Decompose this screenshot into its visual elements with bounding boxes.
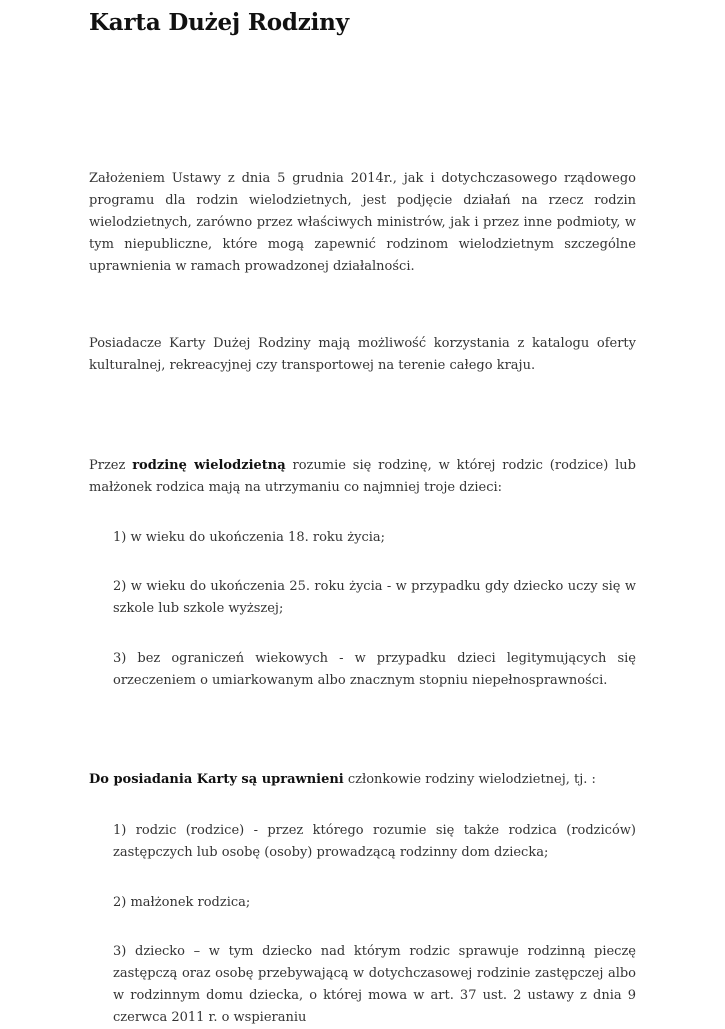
eligible-paragraph — [89, 769, 636, 791]
eligible-item-2: 2) małżonek rodzica; — [113, 895, 251, 910]
definition-item-3: 3) bez ograniczeń wiekowych - w przypadku dzieci legitymujących się orzeczeniem o umiarkowanym albo znacznym stopniu niepełnosprawności. — [113, 651, 636, 688]
intro-paragraph: Założeniem Ustawy z dnia 5 grudnia 2014r., jak i dotychczasowego rządowego programu dla rodzin wielodzietnych, jest podjęcie działań na rzecz rodzin wielodzietnych, zarówno przez właściwych ministrów, jak i przez inne podmioty, w tym niepubliczne, które mogą zapewnić rodzinom wielodzietnym szczególne uprawnienia w ramach prowadzonej działalności. — [89, 171, 636, 274]
eligible-item-3: 3) dziecko – w tym dziecko nad którym rodzic sprawuje rodzinną pieczę zastępczą oraz osobę przebywającą w dotychczasowej rodzinie zastępczej albo w rodzinnym domu dziecka, o której mowa w art. 37 ust. 2 ustawy z dnia 9 czerwca 2011 r. o wspieraniu — [113, 944, 636, 1025]
definition-item-2: 2) w wieku do ukończenia 25. roku życia - w przypadku gdy dziecko uczy się w szkole lub szkole wyższej; — [113, 579, 636, 616]
definition-prefix: Przez — [89, 458, 133, 473]
eligible-bold-term: Do posiadania Karty są uprawnieni — [89, 772, 344, 787]
definition-paragraph — [89, 455, 636, 499]
definition-bold-term: rodzinę wielodzietną — [132, 458, 286, 473]
page-title: Karta Dużej Rodziny — [89, 9, 349, 36]
offer-paragraph: Posiadacze Karty Dużej Rodziny mają możliwość korzystania z katalogu oferty kulturalnej, rekreacyjnej czy transportowej na terenie całego kraju. — [89, 336, 636, 373]
eligible-item-1: 1) rodzic (rodzice) - przez którego rozumie się także rodzica (rodziców) zastępczych lub osobę (osoby) prowadzącą rodzinny dom dziecka; — [113, 823, 636, 860]
eligible-suffix: członkowie rodziny wielodzietnej, tj. : — [343, 772, 596, 787]
definition-suffix: rozumie się rodzinę, w której rodzic (rodzice) lub małżonek rodzica mają na utrzymaniu co najmniej troje dzieci: — [89, 458, 636, 495]
definition-item-1: 1) w wieku do ukończenia 18. roku życia; — [113, 530, 386, 545]
